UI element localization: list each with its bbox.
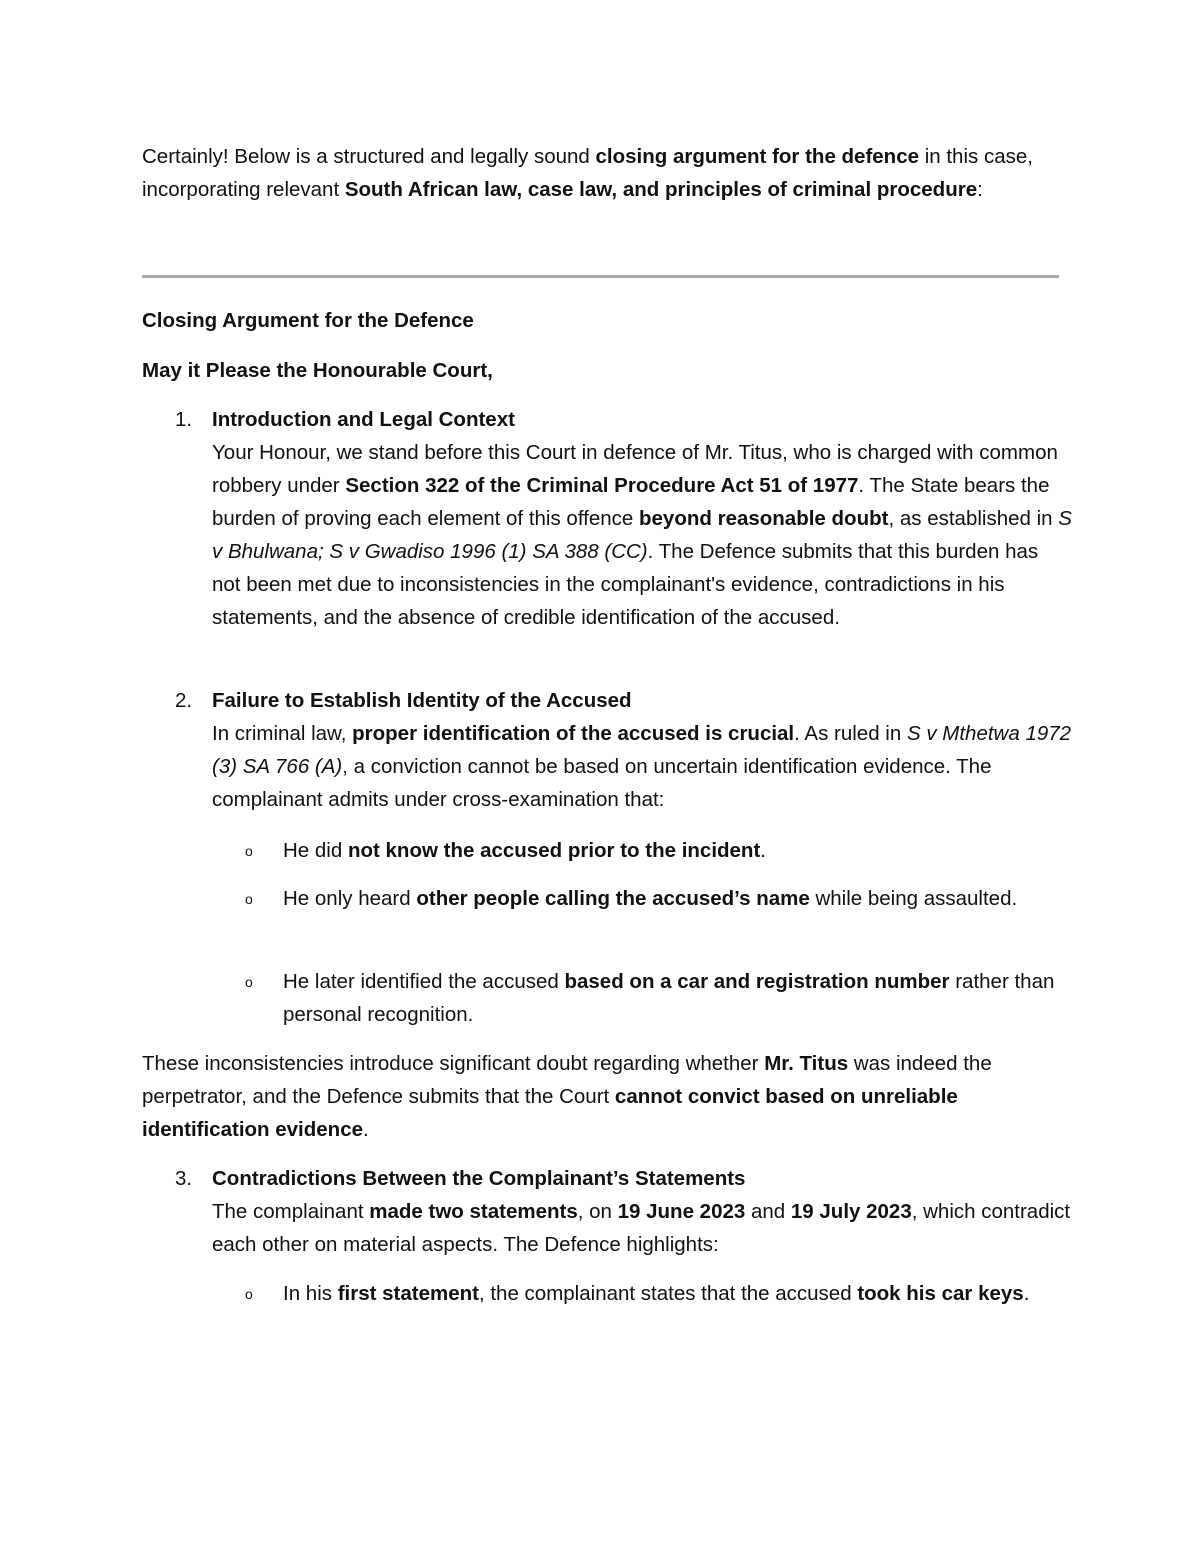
- body-text: .: [760, 839, 766, 862]
- body-text: , a conviction cannot be based on uncertain identification evidence. The complainant admits under cross-examination that:: [212, 755, 992, 811]
- body-text: . The State bears the burden of proving each element of this offence: [212, 474, 1050, 530]
- intro-text: in this case, incorporating relevant: [142, 145, 1033, 201]
- body-text: . As ruled in: [794, 722, 907, 745]
- list-item-1: [175, 403, 1072, 634]
- list-item-3: [175, 1162, 1072, 1261]
- body-text: He did: [283, 839, 348, 862]
- body-text: while being assaulted.: [809, 887, 1018, 910]
- list-number: 3.: [175, 1167, 193, 1190]
- list-number: 1.: [175, 408, 193, 431]
- bullet-item: [245, 834, 1063, 867]
- body-text: In criminal law,: [212, 722, 353, 745]
- salutation: May it Please the Honourable Court,: [142, 359, 493, 382]
- body-text: , as established in: [888, 507, 1059, 530]
- body-text: , on: [577, 1200, 618, 1223]
- intro-text: :: [977, 178, 983, 201]
- body-text: These inconsistencies introduce significant doubt regarding whether: [142, 1052, 765, 1075]
- bullet-icon: o: [245, 891, 253, 907]
- list-item-2: [175, 684, 1072, 816]
- bold-text: made two statements: [369, 1200, 578, 1223]
- body-text: Your Honour, we stand before this Court in defence of Mr. Titus, who is charged with common robbery under: [212, 441, 1058, 497]
- body-text: He only heard: [283, 887, 417, 910]
- body-text: He later identified the accused: [283, 970, 565, 993]
- intro-paragraph: [142, 140, 1062, 206]
- conclusion-paragraph: [142, 1047, 1072, 1146]
- bullet-item: [245, 1277, 1063, 1310]
- list-item-title: Introduction and Legal Context: [212, 408, 515, 431]
- bold-text: 19 June 2023: [617, 1200, 746, 1223]
- body-text: .: [1023, 1282, 1030, 1305]
- body-text: , which contradict each other on material aspects. The Defence highlights:: [212, 1200, 1071, 1256]
- bold-text: not know the accused prior to the incident: [347, 839, 761, 862]
- intro-bold-closing-argument: closing argument for the defence: [595, 145, 920, 168]
- bullet-icon: o: [245, 843, 253, 859]
- list-item-title: Failure to Establish Identity of the Accused: [212, 689, 632, 712]
- bullet-item: [245, 882, 1063, 915]
- body-text: and: [745, 1200, 791, 1223]
- bold-text: proper identification of the accused is crucial: [352, 722, 795, 745]
- intro-bold-south-african-law: South African law, case law, and principles of criminal procedure: [344, 178, 978, 201]
- bold-text: based on a car and registration number: [564, 970, 950, 993]
- bold-text: beyond reasonable doubt: [639, 507, 889, 530]
- bold-text: first statement: [337, 1282, 479, 1305]
- bullet-icon: o: [245, 974, 253, 990]
- case-citation: S v Bhulwana; S v Gwadiso 1996 (1) SA 388 (CC): [212, 507, 1072, 563]
- list-item-title: Contradictions Between the Complainant’s Statements: [212, 1167, 746, 1190]
- case-citation: S v Mthetwa 1972 (3) SA 766 (A): [212, 722, 1072, 778]
- bullet-item: [245, 965, 1063, 1031]
- bold-text: other people calling the accused’s name: [416, 887, 810, 910]
- body-text: was indeed the perpetrator, and the Defence submits that the Court: [142, 1052, 992, 1108]
- bold-text: cannot convict based on unreliable identification evidence: [142, 1085, 958, 1141]
- bold-text: Section 322 of the Criminal Procedure Act 51 of 1977: [345, 474, 859, 497]
- bold-text: Mr. Titus: [764, 1052, 849, 1075]
- list-number: 2.: [175, 689, 193, 712]
- horizontal-divider: [142, 275, 1059, 278]
- body-text: In his: [283, 1282, 338, 1305]
- body-text: rather than personal recognition.: [283, 970, 1055, 1026]
- bold-text: 19 July 2023: [790, 1200, 912, 1223]
- body-text: The complainant: [212, 1200, 370, 1223]
- body-text: , the complainant states that the accused: [478, 1282, 858, 1305]
- bold-text: took his car keys: [857, 1282, 1024, 1305]
- bullet-icon: o: [245, 1286, 253, 1302]
- section-heading: Closing Argument for the Defence: [142, 309, 474, 332]
- body-text: .: [363, 1118, 369, 1141]
- body-text: . The Defence submits that this burden has not been met due to inconsistencies in the complainant's evidence, contradictions in his statements, and the absence of credible identification of the accused.: [212, 540, 1039, 629]
- intro-text: Certainly! Below is a structured and legally sound: [142, 145, 596, 168]
